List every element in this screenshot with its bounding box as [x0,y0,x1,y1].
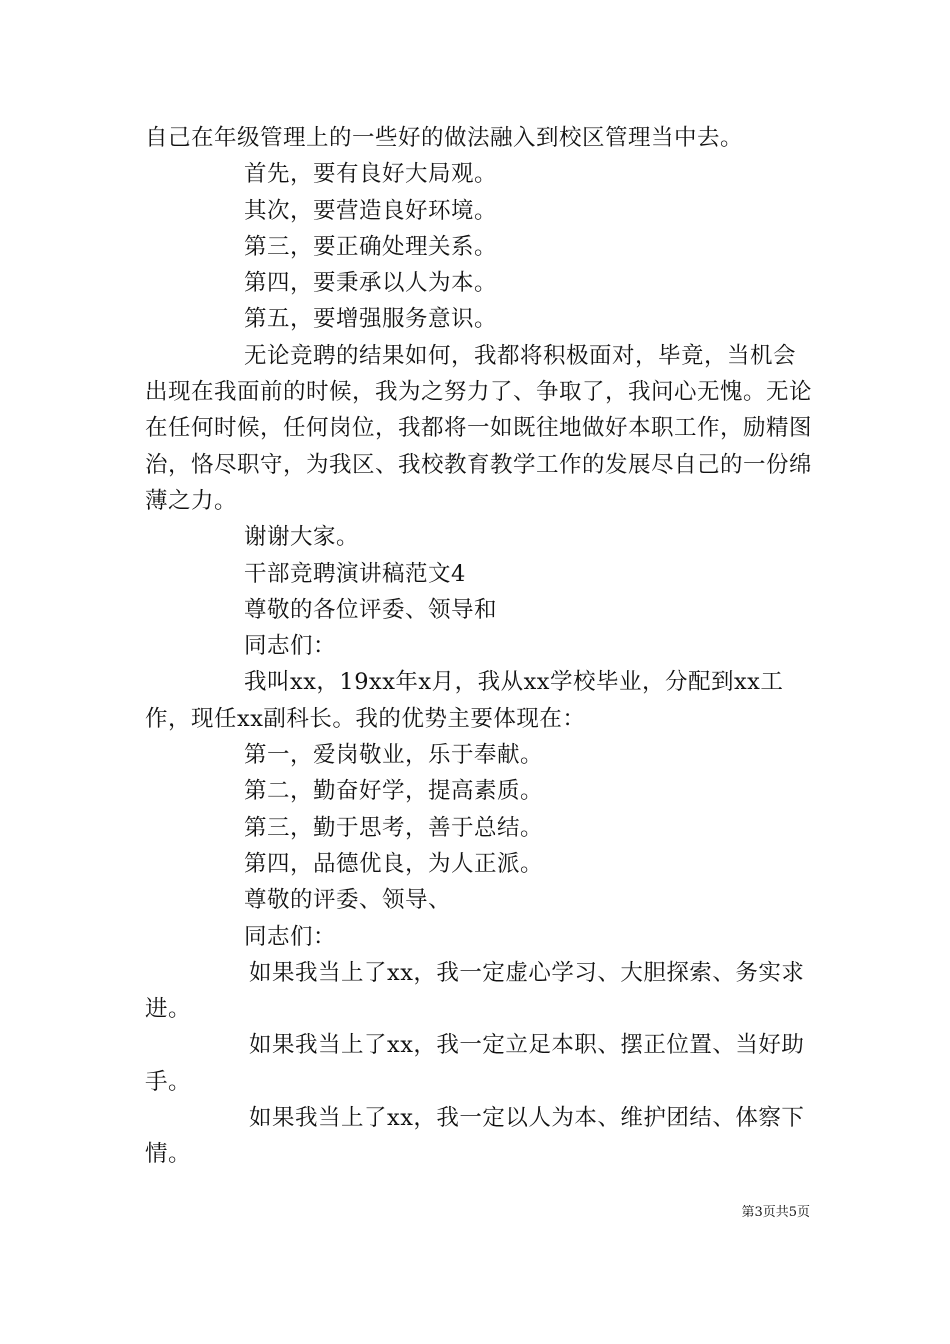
salutation-line-second: 尊敬的评委、领导、 [244,887,452,914]
paragraph-strength-fourth: 第四，品德优良，为人正派。 [244,850,544,877]
paragraph-strength-third: 第三，勤于思考，善于总结。 [244,814,544,841]
paragraph-strength-second: 第二，勤奋好学，提高素质。 [244,778,544,805]
paragraph-continuation: 自己在年级管理上的一些好的做法融入到校区管理当中去。 [145,125,744,151]
salutation-line: 尊敬的各位评委、领导和 [244,596,498,623]
paragraph-point-first: 首先，要有良好大局观。 [244,161,498,188]
paragraph-point-fourth: 第四，要秉承以人为本。 [244,270,498,297]
salutation-comrades-second: 同志们： [244,923,337,950]
paragraph-introduction: 我叫xx，19xx年x月，我从xx学校毕业，分配到xx工作，现任xx副科长。我的优势主要体现在： [145,669,784,732]
paragraph-point-second: 其次，要营造良好环境。 [244,197,498,224]
document-body [145,120,815,1173]
paragraph-closing-statement: 无论竞聘的结果如何，我都将积极面对，毕竟，当机会出现在我面前的时候，我为之努力了、争取了，我问心无愧。无论在任何时候，任何岗位，我都将一如既往地做好本职工作，励精图治，恪尽职守，为我区、我校教育教学工作的发展尽自己的一份绵薄之力。 [145,342,813,514]
paragraph-pledge-first: 如果我当上了xx，我一定虚心学习、大胆探索、务实求进。 [145,959,805,1023]
salutation-comrades: 同志们： [244,633,337,660]
page-number-footer: 第3页共5页 [741,1205,810,1220]
paragraph-pledge-third: 如果我当上了xx，我一定以人为本、维护团结、体察下情。 [145,1105,805,1168]
paragraph-point-third: 第三，要正确处理关系。 [244,233,498,260]
paragraph-thanks: 谢谢大家。 [244,524,360,551]
paragraph-pledge-second: 如果我当上了xx，我一定立足本职、摆正位置、当好助手。 [145,1032,805,1095]
paragraph-point-fifth: 第五，要增强服务意识。 [244,306,498,333]
section-title: 干部竞聘演讲稿范文4 [244,560,466,587]
paragraph-strength-first: 第一，爱岗敬业，乐于奉献。 [244,742,544,769]
